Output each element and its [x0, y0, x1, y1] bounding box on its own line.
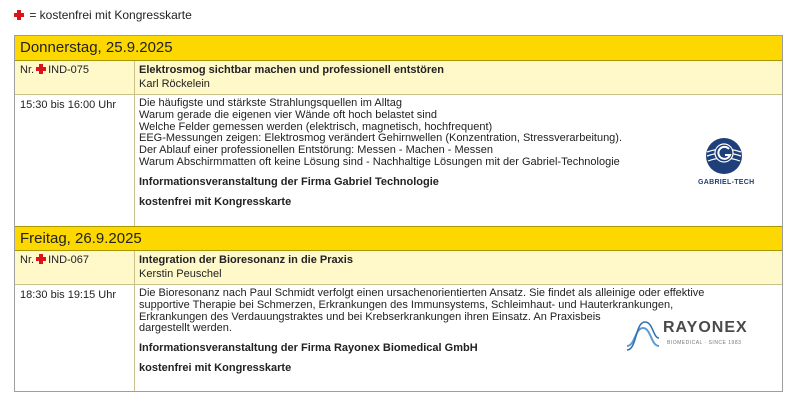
red-cross-icon [14, 10, 24, 20]
event-header-row [15, 61, 782, 95]
event-header-row [15, 251, 782, 285]
gabriel-tech-logo [704, 136, 744, 176]
gabriel-tech-logo-text: GABRIEL-TECH [698, 179, 755, 186]
rayonex-logo-subtext: BIOMEDICAL · SINCE 1983 [667, 340, 742, 346]
event-speaker: Karl Röckelein [139, 78, 210, 90]
rayonex-logo-text: RAYONEX [663, 319, 748, 336]
day-header-thursday: Donnerstag, 25.9.2025 [15, 36, 782, 61]
event-description: Die Bioresonanz nach Paul Schmidt verfolgt einen ursachenorientierten Ansatz. Sie findet als alleinige oder effektive supportive Therapie bei Schmerzen, Erkrankungen des Immunsystems, Schleimhaut- und Hauterkrankungen, Erkrankungen des Verdauungstraktes und bei Krebserkrankungen ihren Einsatz. An Praxisbeis dargestellt werden. Informationsveranstaltung der Firma Rayonex Biomedical GmbH kostenfrei mit Kongresskarte [135, 285, 782, 375]
event-pricing: kostenfrei mit Kongresskarte [139, 195, 292, 208]
event-title[interactable]: Elektrosmog sichtbar machen und professionell entstören [139, 64, 445, 76]
event-number: Nr. IND-075 [15, 61, 135, 94]
red-cross-icon [36, 64, 46, 74]
event-speaker: Kerstin Peuschel [139, 268, 222, 280]
event-organizer: Informationsveranstaltung der Firma Rayonex Biomedical GmbH [139, 342, 478, 355]
event-title[interactable]: Integration der Bioresonanz in die Praxis [139, 254, 353, 266]
rayonex-logo [625, 316, 765, 354]
event-body [15, 95, 782, 226]
rayonex-wave-icon [625, 318, 661, 352]
day-header-friday: Freitag, 26.9.2025 [15, 226, 782, 251]
legend [14, 7, 192, 23]
event-number: Nr. IND-067 [15, 251, 135, 284]
legend-text: = kostenfrei mit Kongresskarte [29, 8, 192, 22]
red-cross-icon [36, 254, 46, 264]
event-time: 18:30 bis 19:15 Uhr [15, 285, 135, 392]
event-pricing: kostenfrei mit Kongresskarte [139, 362, 292, 375]
event-time: 15:30 bis 16:00 Uhr [15, 95, 135, 226]
event-organizer: Informationsveranstaltung der Firma Gabriel Technologie [139, 175, 439, 188]
event-description: Die häufigste und stärkste Strahlungsquellen im Alltag Warum gerade die eigenen vier Wände oft hoch belastet sind Welche Felder gemessen werden (elektrisch, magnetisch, hochfrequent) EEG-Messungen zeigen: Elektrosmog verändert Gehirnwellen (Konzentration, Stressverarbeitung). Der Ablauf einer professionellen Entstörung: Messen - Machen - Messen Warum Abschirmmatten oft keine Lösung sind - Nachhaltige Lösungen mit der Gabriel-Technologie Informationsveranstaltung der Firma Gabriel Technologie kostenfrei mit Kongresskarte [135, 95, 782, 209]
